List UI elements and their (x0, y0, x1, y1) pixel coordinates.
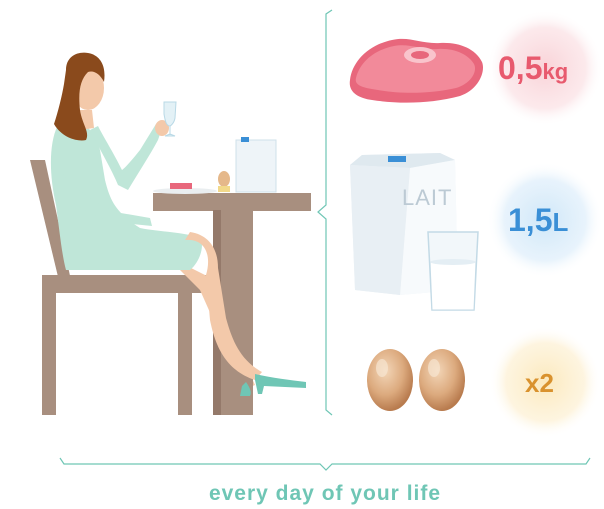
milk-carton-small-top (241, 137, 249, 142)
milk-carton-small (236, 140, 276, 192)
carton-label: LAIT (402, 185, 453, 210)
meat-quantity (498, 50, 568, 87)
food-on-plate (170, 183, 192, 189)
milk-quantity (508, 202, 568, 239)
meat-quantity-unit: kg (542, 59, 569, 84)
eggs-quantity (525, 368, 554, 399)
milk-carton-cap (388, 156, 406, 162)
eggs-quantity-value: x2 (525, 368, 554, 398)
table-top (153, 193, 311, 211)
egg-1 (367, 349, 413, 411)
chair-seat (42, 275, 210, 293)
milk-glass-illustration (428, 232, 478, 310)
caption: every day of your life (208, 482, 442, 505)
egg-2 (419, 349, 465, 411)
eggs-illustration (367, 349, 465, 411)
woman-at-table-illustration (30, 53, 311, 415)
steak-illustration (350, 39, 483, 103)
milk-quantity-unit: L (552, 207, 569, 237)
vertical-bracket (318, 10, 332, 415)
egg-cup (218, 186, 230, 192)
egg-on-table (218, 171, 230, 187)
chair-leg (178, 290, 192, 415)
meat-quantity-value: 0,5 (498, 50, 543, 86)
chair-leg (42, 290, 56, 415)
woman-shoe-front (255, 374, 306, 394)
horizontal-bracket (60, 458, 590, 470)
milk-quantity-value: 1,5 (508, 202, 553, 238)
